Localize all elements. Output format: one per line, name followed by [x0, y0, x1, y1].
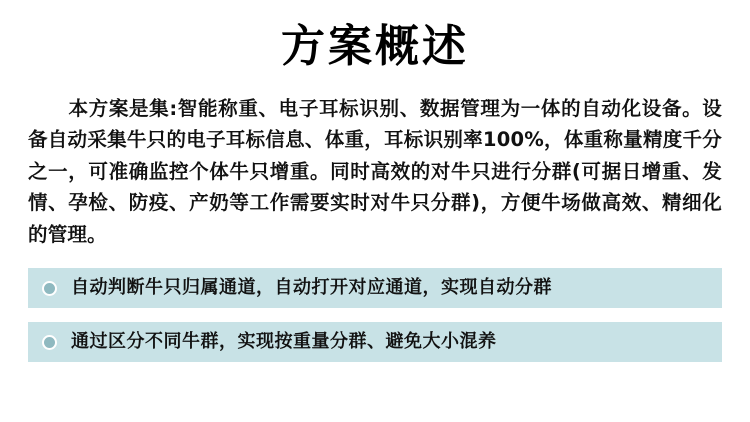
list-item-label: 自动判断牛只归属通道，自动打开对应通道，实现自动分群: [71, 277, 552, 299]
bullet-dot-icon: [42, 335, 57, 350]
bullet-dot-icon: [42, 281, 57, 296]
list-item: [28, 268, 722, 308]
bullet-list: [28, 268, 722, 362]
page-title: 方案概述: [281, 21, 469, 72]
list-item-label: 通过区分不同牛群，实现按重量分群、避免大小混养: [71, 331, 497, 353]
overview-paragraph: [28, 93, 722, 251]
paragraph-text: 本方案是集:智能称重、电子耳标识别、数据管理为一体的自动化设备。设备自动采集牛只的电子耳标信息、体重，耳标识别率100%，体重称量精度千分之一，可准确监控个体牛只增重。同时高效的对牛只进行分群(可据日增重、发情、孕检、防疫、产奶等工作需要实时对牛只分群)，方便牛场做高效、精细化的管理。: [28, 96, 722, 246]
list-item: [28, 322, 722, 362]
